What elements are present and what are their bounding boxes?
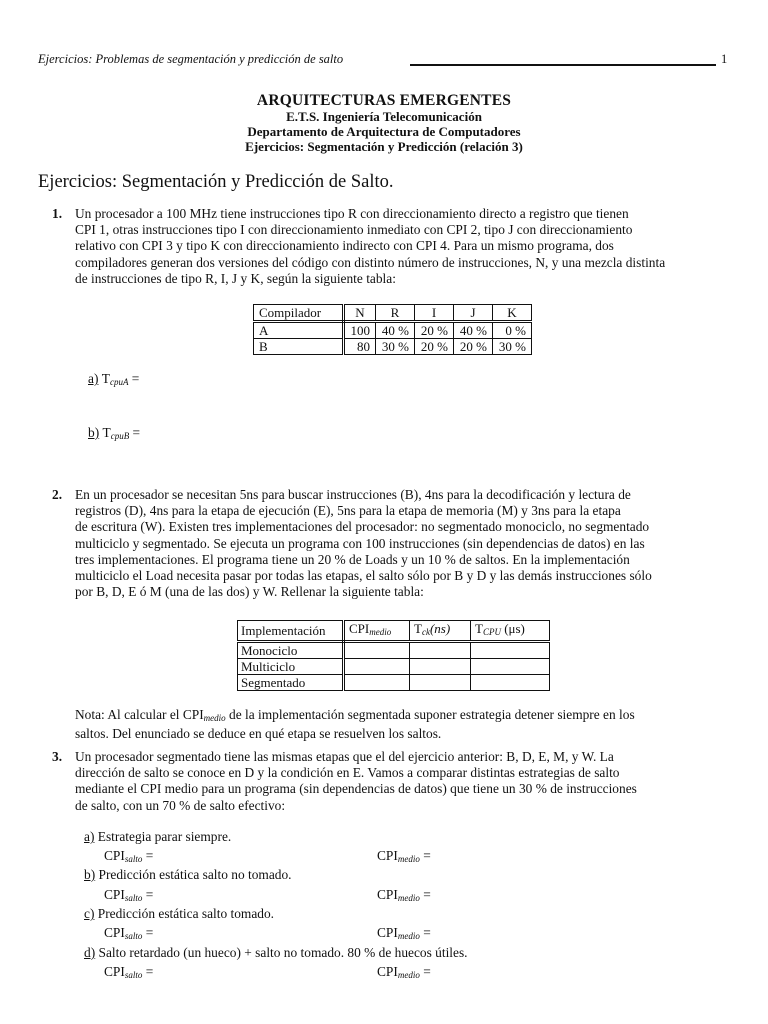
cpi-medio-d: $CPI_{medio}$ = [377, 964, 431, 980]
table-row [238, 675, 550, 691]
exercise-3-line: Un procesador segmentado tiene las mismas etapas que el del ejercicio anterior: B, D, E, M, y W. La [75, 749, 614, 764]
empty-cell [344, 675, 410, 691]
exercise-3-text [75, 749, 730, 814]
cpi-salto-a: $CPI_{salto}$ = [104, 848, 154, 864]
table-row [238, 642, 550, 659]
table-cell: 80 [344, 339, 376, 355]
table-cell: A [254, 322, 344, 339]
table-cell: 30 % [493, 339, 532, 355]
table-row [254, 322, 532, 339]
running-title: Ejercicios: Problemas de segmentación y predicción de salto [38, 52, 344, 66]
page-number: 1 [721, 52, 728, 66]
table-cell: 30 % [376, 339, 415, 355]
table-cell: Multiciclo [238, 659, 344, 675]
table-header: R [376, 305, 415, 322]
exercise-2-number: 2. [52, 487, 63, 502]
school-name: E.T.S. Ingeniería Telecomunicación [286, 109, 482, 124]
item-label: c) [84, 906, 95, 921]
cpi-medio-b: $CPI_{medio}$ = [377, 887, 431, 903]
empty-cell [410, 675, 471, 691]
exercise-3-number: 3. [52, 749, 63, 764]
exercise-2-line: por B, D, E ó M (una de las dos) y W. Rellenar la siguiente tabla: [75, 584, 424, 600]
implementation-table [237, 620, 550, 691]
exercise-1-line: de instrucciones de tipo R, I, J y K, según la siguiente tabla: [75, 270, 396, 286]
empty-cell [471, 675, 550, 691]
cpi-medio-a: $CPI_{medio}$ = [377, 848, 431, 864]
exercise-2-line: En un procesador se necesitan 5ns para buscar instrucciones (B), 4ns para la decodificación y lectura de [75, 487, 631, 502]
exercise-3-item-c: c) Predicción estática salto tomado. [84, 906, 275, 921]
department-name: Departamento de Arquitectura de Computadores [247, 124, 521, 139]
exercise-2-line: multiciclo el Load necesita pasar por todas las etapas, el salto sólo por B y D y las demás instrucciones sólo [75, 568, 652, 584]
table-header-row [238, 621, 550, 642]
empty-cell [344, 659, 410, 675]
table-header: K [493, 305, 532, 322]
table-header: $T_{CPU}$ (μs) [471, 621, 550, 642]
exercise-2-line: de escritura (W). Existen tres implementaciones del procesador: no segmentado monociclo, no segmentado [75, 519, 650, 535]
table-row [254, 339, 532, 355]
exercise-3-item-d: d) Salto retardado (un hueco) + salto no tomado. 80 % de huecos útiles. [84, 945, 468, 960]
exercise-3-item-b: b) Predicción estática salto no tomado. [84, 867, 292, 882]
exercise-3-line: dirección de salto se conoce en D y la condición en E. Vamos a comparar distintas estrategias de salto [75, 765, 620, 781]
item-label: d) [84, 945, 96, 960]
empty-cell [410, 642, 471, 659]
cpi-salto-b: $CPI_{salto}$ = [104, 887, 154, 903]
table-cell: 20 % [454, 339, 493, 355]
table-header-row [254, 305, 532, 322]
empty-cell [410, 659, 471, 675]
exercise-2-line: multiciclo y segmentado. Se ejecuta un programa con 100 instrucciones (sin dependencias de datos) en las [75, 535, 645, 551]
item-label: a) [84, 829, 95, 844]
item-label: a) [88, 371, 99, 386]
section-title: Ejercicios: Segmentación y Predicción de Salto. [38, 172, 394, 192]
exercise-2-line: registros (D), 4ns para la etapa de ejecución (E), 5ns para la etapa de memoria (M) y 3ns para la etapa [75, 503, 621, 519]
exercise-3-line: de salto, con un 70 % de salto efectivo: [75, 797, 286, 813]
cpi-salto-c: $CPI_{salto}$ = [104, 925, 154, 941]
sheet-title: Ejercicios: Segmentación y Predicción (relación 3) [245, 139, 523, 154]
compiler-table [253, 304, 532, 355]
table-cell: Monociclo [238, 642, 344, 659]
table-row [238, 659, 550, 675]
cpi-medio-c: $CPI_{medio}$ = [377, 925, 431, 941]
table-cell: 20 % [415, 322, 454, 339]
exercise-1-number: 1. [52, 206, 63, 221]
table-header: $CPI_{medio}$ [344, 621, 410, 642]
empty-cell [471, 659, 550, 675]
exercise-2-text [75, 487, 730, 600]
header-rule [410, 64, 716, 66]
empty-cell [471, 642, 550, 659]
exercise-1-line: relativo con CPI 3 y tipo K con direccionamiento indirecto con CPI 4. Para un mismo programa, dos [75, 238, 614, 254]
table-header: Implementación [238, 621, 344, 642]
table-header: $T_{ck}(ns)$ [410, 621, 471, 642]
item-label: b) [88, 425, 100, 440]
exercise-1-text [75, 206, 730, 287]
exercise-1-item-a: a) $T_{cpuA}$ = [88, 371, 140, 387]
empty-cell [344, 642, 410, 659]
table-header: J [454, 305, 493, 322]
table-header: Compilador [254, 305, 344, 322]
course-title: ARQUITECTURAS EMERGENTES [256, 92, 512, 109]
exercise-1-line: compiladores generan dos versiones del código con distinto número de instrucciones, N, y una mezcla distinta [75, 254, 666, 270]
item-label: b) [84, 867, 96, 882]
exercise-2-line: tres implementaciones. El programa tiene un 20 % de Loads y un 10 % de saltos. En la implementación [75, 551, 630, 567]
exercise-3-item-a: a) Estrategia parar siempre. [84, 829, 232, 844]
table-cell: B [254, 339, 344, 355]
table-cell: 0 % [493, 322, 532, 339]
table-header: I [415, 305, 454, 322]
table-cell: 100 [344, 322, 376, 339]
exercise-2-note: Nota: Al calcular el $CPI_{medio}$ de la implementación segmentada suponer estrategia detener siempre en los saltos. Del enunciado se deduce en qué etapa se resuelven los saltos. [75, 707, 635, 742]
exercise-1-line: Un procesador a 100 MHz tiene instrucciones tipo R con direccionamiento directo a registro que tienen [75, 206, 629, 221]
table-cell: 40 % [454, 322, 493, 339]
cpi-salto-d: $CPI_{salto}$ = [104, 964, 154, 980]
table-cell: 40 % [376, 322, 415, 339]
exercise-1-line: CPI 1, otras instrucciones tipo I con direccionamiento inmediato con CPI 2, tipo J con direccionamiento [75, 222, 633, 238]
table-cell: 20 % [415, 339, 454, 355]
table-header: N [344, 305, 376, 322]
exercise-1-item-b: b) $T_{cpuB}$ = [88, 425, 141, 441]
table-cell: Segmentado [238, 675, 344, 691]
exercise-3-line: mediante el CPI medio para un programa (sin dependencias de datos) que tiene un 30 % de instrucciones [75, 781, 637, 797]
